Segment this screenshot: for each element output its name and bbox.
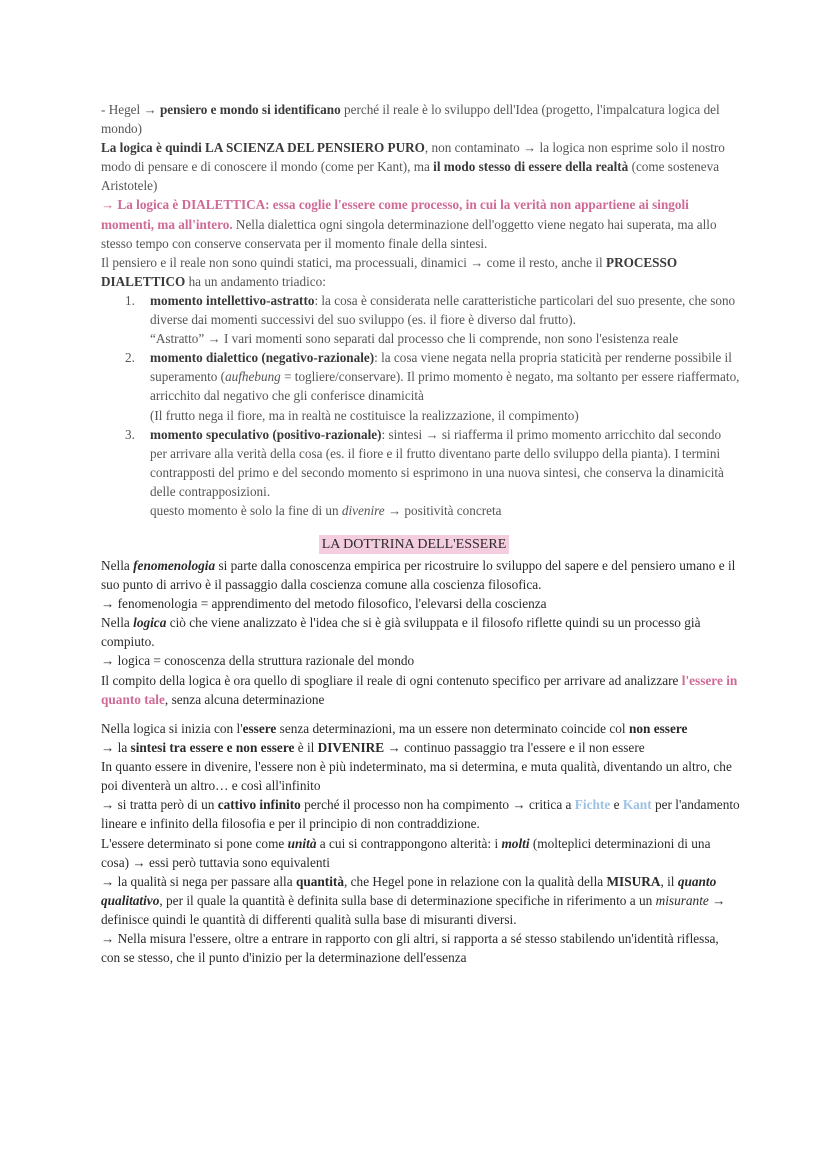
bold-italic-text: unità (287, 835, 317, 851)
list-item (101, 348, 741, 424)
text: - Hegel → (101, 102, 160, 117)
bold-text: MISURA (606, 873, 661, 889)
paragraph: → fenomenologia = apprendimento del metodo filosofico, l'elevarsi della coscienza (101, 596, 547, 612)
paragraph-dialettica (101, 195, 741, 252)
list-number: 2. (125, 350, 135, 366)
bold-text: sintesi tra essere e non essere (130, 740, 295, 756)
list-item (101, 425, 741, 520)
bold-italic-text: fenomenologia (133, 558, 216, 573)
text: : la cosa viene negata nella propria staticità per renderne possibile il superamento ( (150, 350, 732, 385)
section-title: LA DOTTRINA DELL'ESSERE (319, 535, 510, 554)
list-number: 3. (125, 426, 135, 442)
text: → la qualità si nega per passare alla (101, 873, 296, 889)
section-essere (101, 719, 741, 967)
step-title: momento dialettico (negativo-razionale) (150, 350, 375, 366)
text: per l'andamento lineare e infinito della filosofia e per il principio di non contraddizione. (101, 797, 740, 832)
text: ciò che viene analizzato è l'idea che si è già sviluppata e il filosofo riflette quindi su un processo già compiuto. (101, 615, 701, 650)
bold-text: DIVENIRE (317, 740, 385, 756)
text: , per il quale la quantità è definita sulla base di determinazione specifiche in riferimento a un (159, 892, 656, 908)
paragraph: → logica = conoscenza della struttura razionale del mondo (101, 653, 415, 669)
italic-text: aufhebung (225, 369, 281, 385)
paragraph-hegel (101, 100, 741, 138)
text: “Astratto” → I vari momenti sono separati dal processo che li comprende, non sono l'esistenza reale (150, 331, 679, 347)
section-fenomenologia (101, 556, 741, 709)
bold-text: La logica è quindi LA SCIENZA DEL PENSIERO PURO (101, 140, 425, 156)
text: → la (101, 740, 131, 756)
bold-text: il modo stesso di essere della realtà (433, 159, 629, 175)
text: perché il processo non ha compimento → critica a (300, 797, 575, 813)
text: (come sosteneva Aristotele) (101, 159, 720, 194)
paragraph-logica (101, 138, 741, 195)
text: senza determinazioni, ma un essere non determinato coincide col (276, 721, 629, 736)
text: = togliere/conservare). Il primo momento è negato, ma soltanto per essere riaffermato, arricchito dal negativo che gli conferisce dinamicità (150, 369, 740, 404)
text: → definisce quindi le quantità di differenti qualità sulla base di misuranti diversi. (101, 892, 726, 927)
bold-text: cattivo infinito (217, 797, 301, 813)
italic-text: divenire (341, 502, 385, 518)
text: → si tratta però di un (101, 797, 218, 813)
step-title: momento speculativo (positivo-razionale) (150, 426, 382, 442)
text: Nella logica si inizia con l' (101, 721, 243, 736)
text: è il (294, 740, 318, 756)
text: Nella (101, 615, 134, 631)
paragraph: → Nella misura l'essere, oltre a entrare in rapporto con gli altri, si rapporta a sé stesso stabilendo un'identità riflessa, con se stesso, che il punto d'inizio per la determinazione dell'essenza (101, 931, 719, 966)
text: questo momento è solo la fine di un (150, 502, 342, 518)
paragraph-processo (101, 253, 741, 291)
bold-text: PROCESSO DIALETTICO (101, 254, 678, 289)
highlight-text: → La logica è DIALETTICA: essa coglie l'essere come processo, in cui la verità non appartiene ai singoli momenti, ma all'intero. (101, 197, 689, 232)
highlight-fichte: Fichte (574, 797, 611, 813)
section-hegel-logic (101, 100, 741, 520)
paragraph: In quanto essere in divenire, l'essere non è più indeterminato, ma si determina, e muta qualità, diventando un altro, che poi diventerà un altro… e così all'infinito (101, 759, 732, 794)
bold-text: pensiero e mondo si identificano (159, 102, 341, 117)
text: perché il reale è lo sviluppo dell'Idea (progetto, l'impalcatura logica del mondo) (101, 102, 720, 137)
paragraph (101, 872, 741, 929)
text: a cui si contrappongono alterità: i (316, 835, 502, 851)
paragraph (101, 795, 741, 833)
italic-text: misurante (655, 892, 709, 908)
text: (Il frutto nega il fiore, ma in realtà ne costituisce la realizzazione, il compimento) (150, 407, 579, 423)
list-item (101, 291, 741, 348)
bold-text: non essere (628, 721, 688, 736)
paragraph (101, 719, 741, 738)
paragraph (101, 738, 741, 757)
highlight-text: l'essere in quanto tale (101, 672, 738, 707)
text: e (610, 797, 623, 813)
text: ha un andamento triadico: (185, 273, 326, 289)
section-title-wrap (0, 535, 828, 554)
text: si parte dalla conoscenza empirica per ricostruire lo sviluppo del sapere e del pensiero umano e il suo punto di arrivo è il passaggio dalla coscienza comune alla coscienza filosofica. (101, 558, 736, 593)
text: , il (660, 873, 678, 889)
list-number: 1. (125, 292, 135, 308)
bold-text: essere (242, 721, 277, 736)
text: , che Hegel pone in relazione con la qualità della (344, 873, 607, 889)
highlight-kant: Kant (622, 797, 652, 813)
text: → continuo passaggio tra l'essere e il non essere (384, 740, 645, 756)
bold-italic-text: molti (501, 835, 530, 851)
bold-italic-text: logica (133, 615, 167, 631)
paragraph (101, 613, 741, 651)
dialectic-steps-list (101, 291, 741, 520)
text: Nella (101, 558, 134, 573)
text: , senza alcuna determinazione (164, 691, 325, 707)
text: Nella dialettica ogni singola determinazione dell'oggetto viene negato hai superata, ma allo stesso tempo con conserve conservata per il momento finale della sintesi. (101, 216, 717, 251)
text: Il compito della logica è ora quello di spogliare il reale di ogni contenuto specifico per arrivare ad analizzare (101, 672, 682, 688)
step-title: momento intellettivo-astratto (150, 292, 315, 308)
text: L'essere determinato si pone come (101, 835, 288, 851)
paragraph (101, 834, 741, 872)
text: , non contaminato → la logica non esprime solo il nostro modo di pensare e di conoscere il mondo (come per Kant), ma (101, 140, 725, 175)
paragraph (101, 671, 741, 709)
text: → positività concreta (384, 502, 502, 518)
bold-italic-text: quanto qualitativo (101, 873, 717, 908)
text: : la cosa è considerata nelle caratteristiche particolari del suo presente, che sono diverse dai momenti successivi del suo sviluppo (es. il fiore è diverso dal frutto). (150, 292, 736, 328)
text: Il pensiero e il reale non sono quindi statici, ma processuali, dinamici → come il resto, anche il (101, 254, 607, 270)
bold-text: quantità (295, 873, 344, 889)
paragraph (101, 556, 741, 594)
text: : sintesi → si riafferma il primo momento arricchito dal secondo per arrivare alla verità della cosa (es. il fiore e il frutto diventano parte dello sviluppo della pianta). I termini contrapposti del primo e del secondo momento si esprimono in una nuova sintesi, che conserva la dinamicità delle contrapposizioni. (150, 426, 724, 499)
text: (molteplici determinazioni di una cosa) → essi però tuttavia sono equivalenti (101, 835, 711, 870)
